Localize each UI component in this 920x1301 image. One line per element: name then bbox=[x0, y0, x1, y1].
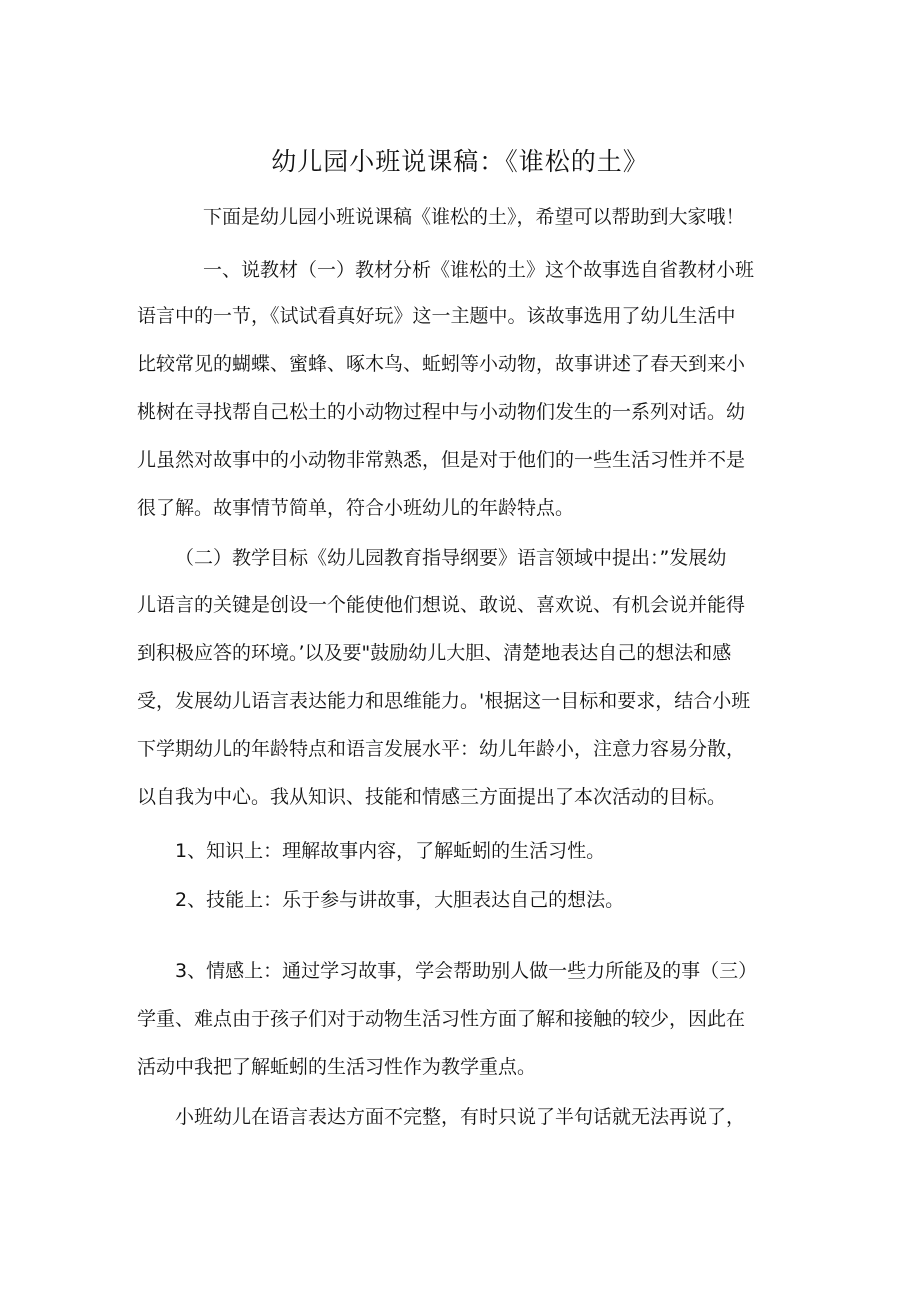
paragraph-line-10: 到积极应答的环境。’以及要"鼓励幼儿大胆、清楚地表达自己的想法和感 bbox=[137, 642, 732, 664]
paragraph-line-8: （二）教学目标《幼儿园教育指导纲要》语言领域中提出：”发展幼 bbox=[175, 547, 727, 569]
paragraph-line-13: 以自我为中心。我从知识、技能和情感三方面提出了本次活动的目标。 bbox=[137, 786, 727, 808]
paragraph-line-16: 3、情感上：通过学习故事，学会帮助别人做一些力所能及的事（三） bbox=[175, 960, 758, 982]
paragraph-line-9: 儿语言的关键是创设一个能使他们想说、敢说、喜欢说、有机会说并能得 bbox=[137, 594, 746, 616]
paragraph-line-17: 学重、难点由于孩子们对于动物生活习性方面了解和接触的较少，因此在 bbox=[137, 1008, 746, 1030]
paragraph-line-7: 很了解。故事情节简单，符合小班幼儿的年龄特点。 bbox=[137, 497, 575, 519]
paragraph-line-18: 活动中我把了解蚯蚓的生活习性作为教学重点。 bbox=[137, 1056, 537, 1078]
paragraph-line-3: 语言中的一节，《试试看真好玩》这一主题中。该故事选用了幼儿生活中 bbox=[137, 305, 736, 327]
paragraph-line-15: 2、技能上：乐于参与讲故事，大胆表达自己的想法。 bbox=[175, 889, 625, 911]
paragraph-line-5: 桃树在寻找帮自己松土的小动物过程中与小动物们发生的一系列对话。幼 bbox=[137, 401, 746, 423]
paragraph-line-2: 一、说教材（一）教材分析《谁松的土》这个故事选自省教材小班 bbox=[203, 259, 755, 281]
paragraph-line-1: 下面是幼儿园小班说课稿《谁松的土》，希望可以帮助到大家哦！ bbox=[203, 206, 745, 228]
paragraph-line-11: 受，发展幼儿语言表达能力和思维能力。'根据这一目标和要求，结合小班 bbox=[137, 690, 751, 712]
paragraph-line-6: 儿虽然对故事中的小动物非常熟悉，但是对于他们的一些生活习性并不是 bbox=[137, 449, 746, 471]
document-title: 幼儿园小班说课稿：《谁松的土》 bbox=[271, 147, 649, 176]
paragraph-line-19: 小班幼儿在语言表达方面不完整，有时只说了半句话就无法再说了， bbox=[175, 1106, 746, 1128]
paragraph-line-12: 下学期幼儿的年龄特点和语言发展水平：幼儿年龄小，注意力容易分散， bbox=[137, 738, 746, 760]
paragraph-line-14: 1、知识上：理解故事内容，了解蚯蚓的生活习性。 bbox=[175, 840, 606, 862]
paragraph-line-4: 比较常见的蝴蝶、蜜蜂、啄木鸟、蚯蚓等小动物，故事讲述了春天到来小 bbox=[137, 353, 746, 375]
